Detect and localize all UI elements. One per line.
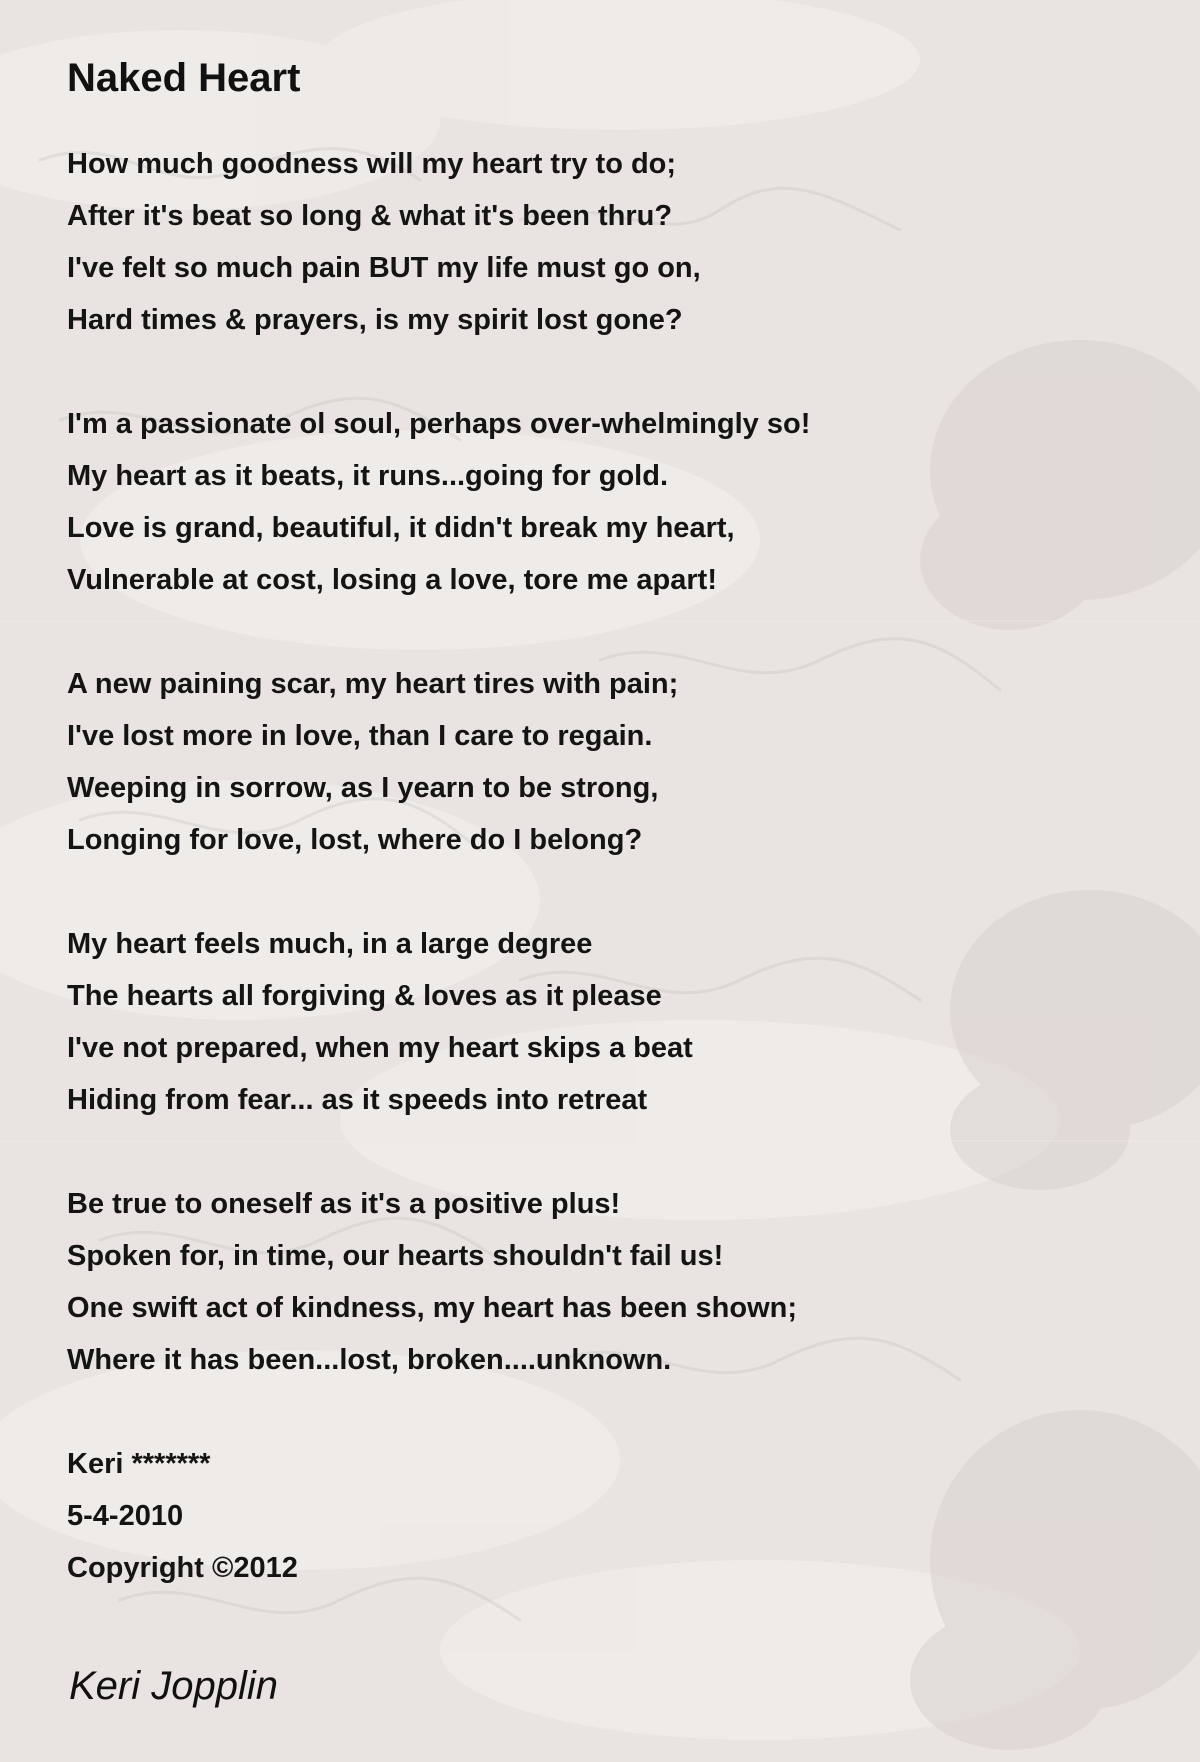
poem-line: I've lost more in love, than I care to regain. (67, 720, 653, 752)
poem-line: How much goodness will my heart try to do; (67, 148, 677, 180)
poem-line: The hearts all forgiving & loves as it please (67, 980, 662, 1012)
stanza-2 (67, 398, 1127, 606)
poem-line: Vulnerable at cost, losing a love, tore me apart! (67, 564, 717, 596)
poem-line: Where it has been...lost, broken....unknown. (67, 1344, 672, 1376)
stanza-3 (67, 658, 1127, 866)
poem-line: After it's beat so long & what it's been thru? (67, 200, 673, 232)
poem-line: Spoken for, in time, our hearts shouldn't fail us! (67, 1240, 724, 1272)
signature-block (67, 1438, 1127, 1594)
poem-line: Hiding from fear... as it speeds into retreat (67, 1084, 648, 1116)
poem-line: My heart feels much, in a large degree (67, 928, 593, 960)
poem-line: Be true to oneself as it's a positive plus! (67, 1188, 621, 1220)
poem-line: Weeping in sorrow, as I yearn to be strong, (67, 772, 659, 804)
poem-line: One swift act of kindness, my heart has been shown; (67, 1292, 797, 1324)
poem-title: Naked Heart (67, 56, 301, 100)
stanza-5 (67, 1178, 1127, 1386)
poem-line: My heart as it beats, it runs...going for gold. (67, 460, 668, 492)
poem-line: Longing for love, lost, where do I belong? (67, 824, 643, 856)
poem-line: Hard times & prayers, is my spirit lost gone? (67, 304, 683, 336)
poem-line: A new paining scar, my heart tires with pain; (67, 668, 679, 700)
signature-copyright: Copyright ©2012 (67, 1552, 298, 1584)
stanza-4 (67, 918, 1127, 1126)
poem-author: Keri Jopplin (69, 1664, 279, 1708)
signature-name: Keri ******* (67, 1448, 211, 1480)
poem-line: I've not prepared, when my heart skips a beat (67, 1032, 693, 1064)
poem-content (67, 48, 1127, 1646)
poem-line: I've felt so much pain BUT my life must go on, (67, 252, 701, 284)
stanza-1 (67, 138, 1127, 346)
signature-date: 5-4-2010 (67, 1500, 184, 1532)
poem-line: Love is grand, beautiful, it didn't break my heart, (67, 512, 735, 544)
poem-line: I'm a passionate ol soul, perhaps over-whelmingly so! (67, 408, 811, 440)
